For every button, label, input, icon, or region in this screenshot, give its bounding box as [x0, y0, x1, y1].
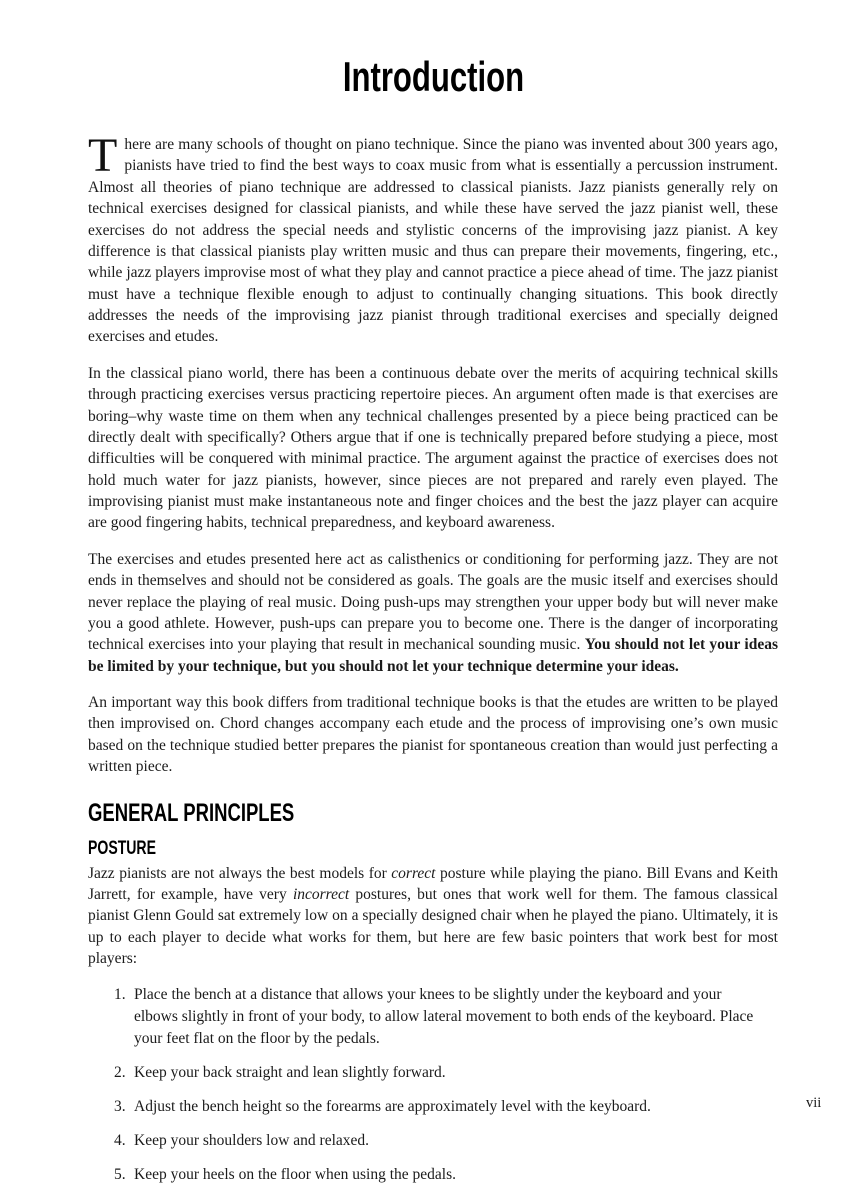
subsection-heading-text: POSTURE — [88, 837, 156, 859]
list-item-number: 1. — [114, 985, 126, 1003]
posture-seg-1: Jazz pianists are not always the best models for — [88, 864, 392, 882]
page-content — [88, 0, 778, 1198]
list-item-text: Keep your heels on the floor when using the pedals. — [134, 1165, 456, 1183]
list-item-text: Keep your shoulders low and relaxed. — [134, 1131, 370, 1149]
intro-paragraph-3 — [88, 549, 778, 677]
intro-paragraph-4: An important way this book differs from traditional technique books is that the etudes are written to be played then improvised on. Chord changes accompany each etude and the process of improvising one’s own music based on the technique studied better prepares the pianist for spontaneous creation than would just perfecting a written piece. — [88, 694, 778, 776]
page-number: vii — [806, 1095, 822, 1111]
list-item-text: Keep your back straight and lean slightly forward. — [134, 1063, 446, 1081]
posture-italic-incorrect: incorrect — [292, 886, 350, 904]
intro-paragraph-1 — [88, 129, 778, 348]
list-item — [114, 1062, 778, 1084]
subsection-heading-posture — [88, 839, 778, 859]
section-heading-general-principles — [88, 800, 778, 826]
section-heading-text: GENERAL PRINCIPLES — [88, 798, 295, 827]
intro-paragraph-3-bold: You should not let your ideas be limited by your technique, but you should not let your technique determine your ideas. — [88, 636, 779, 675]
intro-paragraph-3-text: The exercises and etudes presented here act as calisthenics or conditioning for performing jazz. They are not ends in themselves and should not be considered as goals. The goals are the music itself and exercises should never replace the playing of real music. Doing push-ups may strengthen your upper body but will never make you a good athlete. However, push-ups can prepare you to become one. There is the danger of incorporating technical exercises into your playing that result in mechanical sounding music. — [88, 550, 778, 654]
list-item — [114, 1164, 778, 1186]
posture-paragraph — [88, 863, 778, 970]
posture-seg-2: posture while playing the piano. Bill Evans and Keith Jarrett, for example, have very — [88, 864, 778, 904]
page-title — [88, 53, 778, 100]
posture-italic-correct: correct — [391, 864, 436, 882]
list-item-number: 3. — [114, 1097, 126, 1115]
list-item-text: Adjust the bench height so the forearms are approximately level with the keyboard. — [134, 1097, 651, 1115]
list-item-number: 5. — [114, 1165, 126, 1183]
page-title-text: Introduction — [342, 53, 524, 100]
drop-cap: T — [88, 129, 118, 182]
list-item-text: Place the bench at a distance that allows your knees to be slightly under the keyboard and your elbows slightly in front of your body, to allow lateral movement to both ends of the keyboard. Place your feet flat on the floor by the pedals. — [134, 985, 754, 1047]
list-item-number: 2. — [114, 1063, 126, 1081]
list-item — [114, 1096, 778, 1118]
list-item — [114, 1130, 778, 1152]
intro-paragraph-1-text: here are many schools of thought on piano technique. Since the piano was invented about 300 years ago, pianists have tried to find the best ways to coax music from what is essentially a percussion instrument. Almost all theories of piano technique are addressed to classical pianists. Jazz pianists generally rely on technical exercises designed for classical pianists, and while these have served the jazz pianist well, these exercises do not address the special needs and stylistic concerns of the improvising jazz pianist. A key difference is that classical pianists play written music and thus can prepare their movements, fingering, etc., while jazz players improvise most of what they play and cannot practice a piece ahead of time. The jazz pianist must have a technique flexible enough to adjust to continually changing situations. This book directly addresses the needs of the improvising jazz pianist through traditional exercises and specially deigned exercises and etudes. — [88, 136, 778, 346]
posture-seg-3: postures, but ones that work well for them. The famous classical pianist Glenn Gould sat extremely low on a specially designed chair when he played the piano. Ultimately, it is up to each player to decide what works for them, but here are few basic pointers that work best for most players: — [88, 886, 778, 968]
list-item — [114, 984, 778, 1050]
intro-paragraph-2: In the classical piano world, there has been a continuous debate over the merits of acquiring technical skills through practicing exercises versus practicing repertoire pieces. An argument often made is that exercises are boring–why waste time on them when any technical challenges presented by a piece being practiced can be directly dealt with specifically? Others argue that if one is technically prepared before studying a piece, most difficulties will be conquered with minimal practice. The argument against the practice of exercises does not hold much water for jazz pianists, however, since pieces are not prepared and rarely even played. The improvising pianist must make instantaneous note and finger choices and the best the jazz player can acquire are good fingering habits, technical preparedness, and keyboard awareness. — [88, 364, 778, 532]
list-item-number: 4. — [114, 1131, 126, 1149]
posture-pointers-list — [114, 984, 778, 1186]
